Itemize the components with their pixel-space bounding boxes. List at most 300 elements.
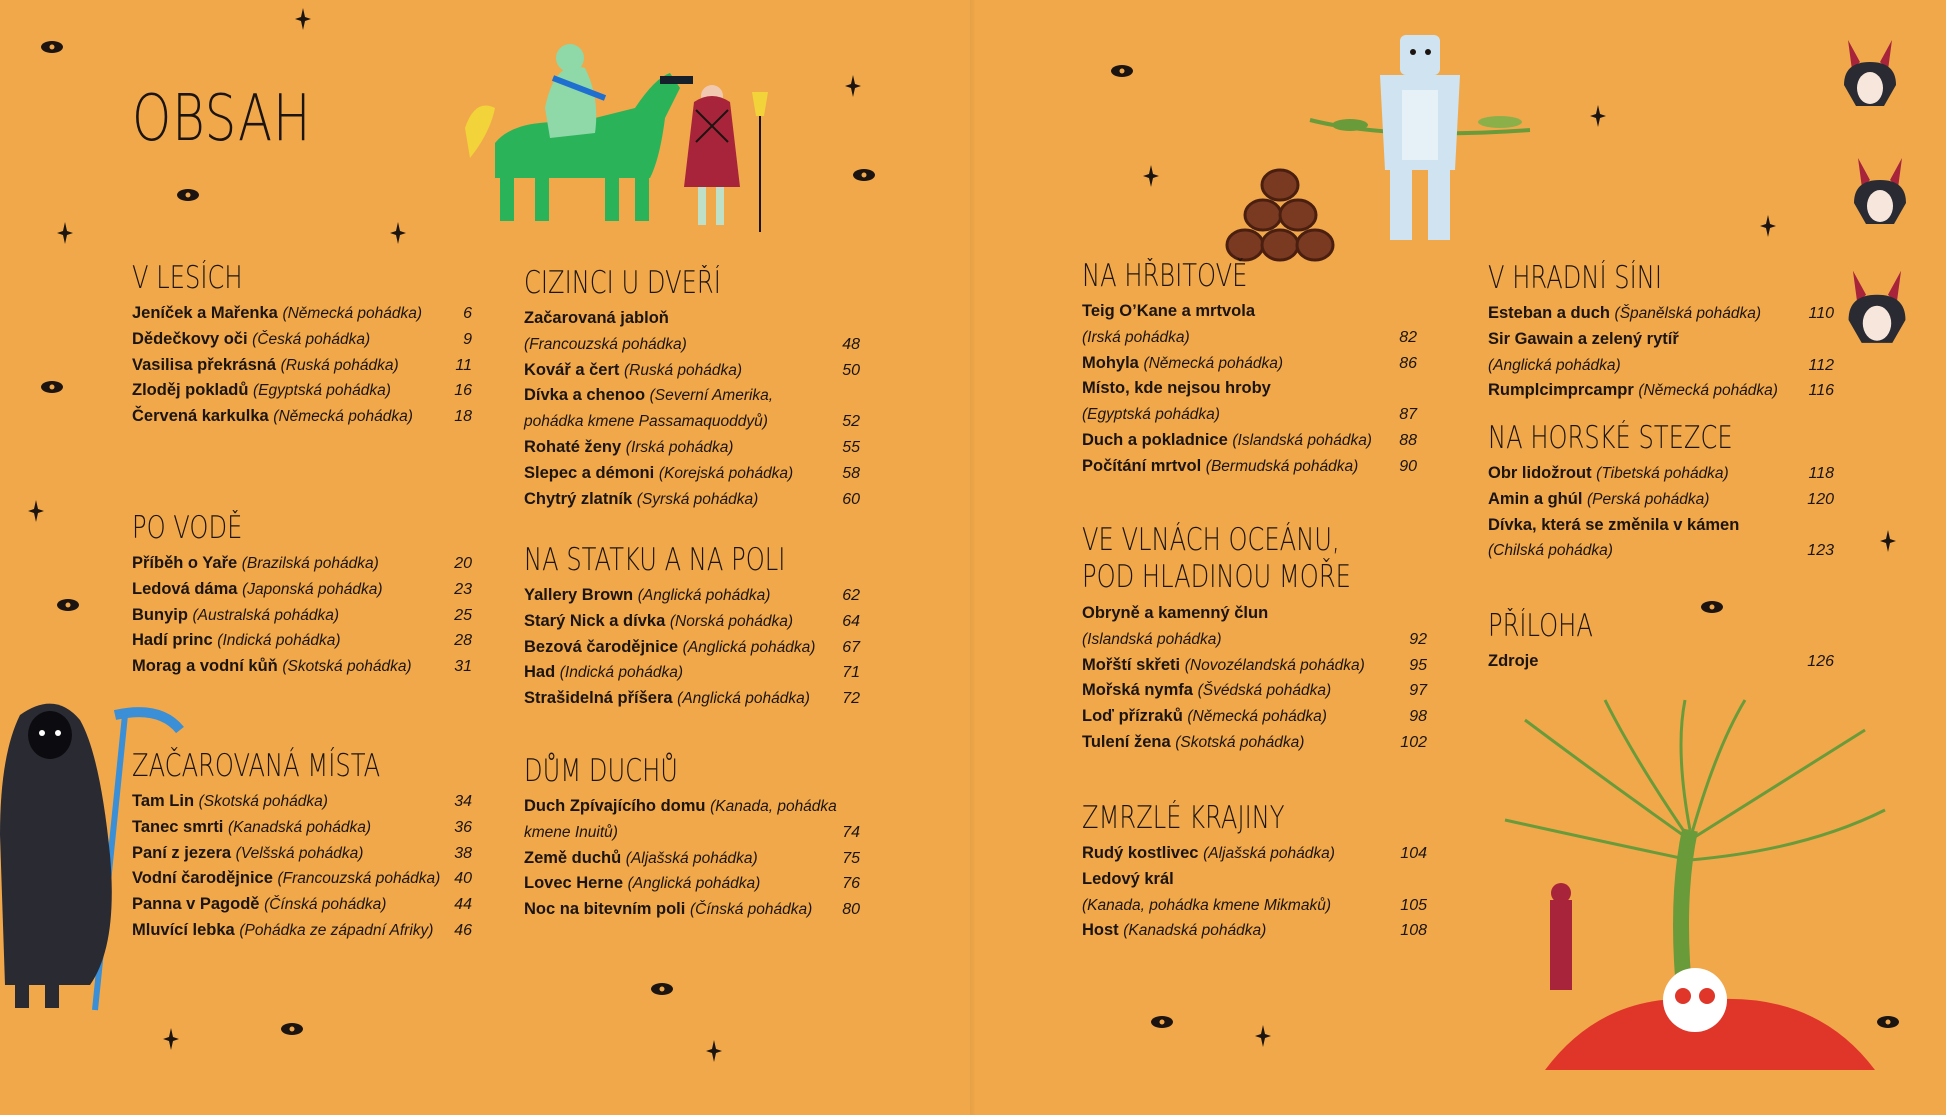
story-origin: (Islandská pohádka) bbox=[1232, 431, 1372, 449]
toc-entry bbox=[1082, 428, 1417, 454]
toc-entry bbox=[132, 353, 472, 379]
toc-entry-text bbox=[132, 918, 433, 944]
page-number: 58 bbox=[842, 464, 860, 482]
page-gutter bbox=[970, 0, 976, 1115]
toc-entry-text bbox=[1082, 601, 1387, 627]
toc-entry-text bbox=[132, 327, 432, 353]
toc-entry bbox=[132, 551, 472, 577]
story-title: Mořská nymfa bbox=[1082, 681, 1193, 700]
page-number: 52 bbox=[842, 413, 860, 431]
toc-entry bbox=[1488, 461, 1834, 487]
toc-entry-text bbox=[132, 789, 432, 815]
toc-entry-text bbox=[1082, 841, 1387, 867]
sparkle-star-icon bbox=[1143, 165, 1159, 187]
story-origin: (Francouzská pohádka) bbox=[277, 870, 441, 888]
story-title: Obr lidožrout bbox=[1488, 464, 1592, 482]
toc-entry bbox=[132, 815, 472, 841]
toc-entry-text bbox=[524, 871, 820, 897]
sparkle-star-icon bbox=[1590, 105, 1606, 127]
page-number: 105 bbox=[1400, 896, 1427, 914]
story-title: Amin a ghúl bbox=[1488, 489, 1583, 508]
page-number: 18 bbox=[454, 408, 472, 426]
page-number: 64 bbox=[842, 612, 860, 630]
story-origin: (Tibetská pohádka) bbox=[1596, 465, 1729, 482]
toc-entry bbox=[524, 686, 860, 712]
toc-entry-text bbox=[1082, 893, 1387, 919]
toc-entry-text bbox=[524, 635, 820, 661]
story-title: Zdroje bbox=[1488, 652, 1539, 670]
toc-entry bbox=[524, 409, 860, 435]
story-title: Duch a pokladnice bbox=[1082, 430, 1228, 449]
toc-entry-text bbox=[1082, 299, 1377, 325]
story-title: Rumplcimprcampr bbox=[1488, 381, 1634, 400]
story-title: Bunyip bbox=[132, 605, 188, 624]
story-origin: (Kanada, pohádka bbox=[710, 798, 837, 815]
page-number: 23 bbox=[454, 580, 472, 598]
toc-entry bbox=[524, 358, 860, 384]
page-number: 95 bbox=[1409, 656, 1427, 674]
eye-doodle-icon bbox=[852, 168, 876, 182]
story-origin: (Německá pohádka) bbox=[282, 305, 423, 322]
page-number: 97 bbox=[1409, 682, 1427, 700]
page-number: 80 bbox=[842, 901, 860, 919]
eye-doodle-icon bbox=[650, 982, 674, 996]
story-title: Chytrý zlatník bbox=[524, 489, 633, 508]
story-origin: (Norská pohádka) bbox=[669, 612, 794, 630]
page-number: 86 bbox=[1399, 354, 1417, 372]
page-number: 74 bbox=[842, 823, 860, 841]
story-title: Sir Gawain a zelený rytíř bbox=[1488, 329, 1679, 348]
story-title: Dědečkovy oči bbox=[132, 329, 248, 348]
toc-entry-text bbox=[132, 654, 432, 680]
toc-entry-text bbox=[524, 461, 820, 487]
toc-entry bbox=[132, 654, 472, 680]
section-zacarovana-mista bbox=[132, 748, 472, 944]
story-title: Kovář a čert bbox=[524, 360, 620, 379]
section-heading-line2: POD HLADINOU MOŘE bbox=[1082, 559, 1351, 595]
toc-entry bbox=[1082, 402, 1417, 428]
toc-entry bbox=[1488, 353, 1834, 379]
page-number: 44 bbox=[454, 896, 472, 914]
story-title: Tam Lin bbox=[132, 792, 195, 810]
story-origin: pohádka kmene Passamaquoddyů) bbox=[524, 413, 768, 431]
toc-entry bbox=[1082, 351, 1417, 377]
story-origin: (Irská pohádka) bbox=[625, 438, 734, 456]
page-number: 120 bbox=[1807, 490, 1834, 508]
story-origin: (Německá pohádka) bbox=[1143, 354, 1284, 372]
toc-entry-text bbox=[524, 660, 820, 686]
horse-rider-illustration bbox=[455, 38, 695, 238]
toc-entry-text bbox=[1488, 487, 1794, 513]
story-title: Slepec a démoni bbox=[524, 463, 655, 482]
section-heading: CIZINCI U DVEŘÍ bbox=[524, 265, 721, 301]
page-number: 28 bbox=[454, 632, 472, 650]
toc-entry-text bbox=[524, 794, 837, 820]
toc-entry bbox=[1082, 325, 1417, 351]
story-origin: (Indická pohádka) bbox=[559, 664, 683, 682]
section-heading: DŮM DUCHŮ bbox=[524, 753, 678, 789]
sparkle-star-icon bbox=[295, 8, 311, 30]
section-heading: PŘÍLOHA bbox=[1488, 608, 1593, 644]
toc-entry-text bbox=[524, 897, 820, 923]
toc-entry bbox=[524, 461, 860, 487]
toc-entry bbox=[524, 487, 860, 513]
story-origin: (Ruská pohádka) bbox=[280, 356, 399, 374]
story-title: Host bbox=[1082, 921, 1119, 940]
toc-entry bbox=[132, 577, 472, 603]
toc-entry-text bbox=[524, 358, 820, 384]
page-number: 72 bbox=[842, 690, 860, 708]
story-origin: (Anglická pohádka) bbox=[682, 638, 816, 656]
page-number: 31 bbox=[454, 658, 472, 676]
toc-entry-text bbox=[1488, 538, 1794, 564]
toc-entry bbox=[524, 635, 860, 661]
story-title: Paní z jezera bbox=[132, 843, 232, 862]
story-origin: (Anglická pohádka) bbox=[1488, 356, 1621, 374]
eye-doodle-icon bbox=[1150, 1015, 1174, 1029]
story-title: Země duchů bbox=[524, 848, 622, 867]
toc-entry-text bbox=[1488, 378, 1794, 404]
page-number: 48 bbox=[842, 335, 860, 353]
sparkle-star-icon bbox=[845, 75, 861, 97]
eye-doodle-icon bbox=[40, 40, 64, 54]
section-heading bbox=[1082, 522, 1351, 596]
section-ve-vlnach bbox=[1082, 522, 1427, 756]
toc-entry bbox=[1082, 704, 1427, 730]
section-heading: V HRADNÍ SÍNI bbox=[1488, 260, 1663, 296]
story-title: Obryně a kamenný člun bbox=[1082, 604, 1269, 622]
toc-entry-text bbox=[1082, 402, 1377, 428]
story-title: Starý Nick a dívka bbox=[524, 611, 666, 630]
toc-entry bbox=[524, 820, 860, 846]
toc-entry-text bbox=[524, 409, 820, 435]
story-title: Začarovaná jabloň bbox=[524, 309, 669, 327]
toc-entry bbox=[524, 435, 860, 461]
story-origin: (Anglická pohádka) bbox=[637, 587, 771, 604]
story-origin: (Egyptská pohádka) bbox=[253, 382, 391, 400]
page-number: 55 bbox=[842, 438, 860, 456]
story-title: Esteban a duch bbox=[1488, 304, 1610, 322]
page-number: 60 bbox=[842, 490, 860, 508]
toc-entry-text bbox=[132, 551, 432, 577]
toc-entry-text bbox=[1488, 327, 1794, 353]
story-title: Jeníček a Mařenka bbox=[132, 304, 278, 322]
story-title: Teig O’Kane a mrtvola bbox=[1082, 302, 1255, 320]
toc-entry-text bbox=[524, 846, 820, 872]
toc-entry bbox=[524, 306, 860, 332]
story-title: Rudý kostlivec bbox=[1082, 844, 1199, 862]
story-title: Strašidelná příšera bbox=[524, 689, 673, 708]
section-zmrzle-krajiny bbox=[1082, 800, 1427, 944]
toc-entry-text bbox=[132, 404, 432, 430]
toc-entry-text bbox=[132, 892, 432, 918]
story-origin: (Španělská pohádka) bbox=[1614, 305, 1762, 322]
story-origin: (Německá pohádka) bbox=[273, 408, 413, 426]
story-title: Tanec smrti bbox=[132, 817, 224, 836]
sparkle-star-icon bbox=[163, 1028, 179, 1050]
story-origin: (Pohádka ze západní Afriky) bbox=[239, 921, 434, 939]
toc-entry bbox=[524, 332, 860, 358]
story-origin: (Německá pohádka) bbox=[1187, 708, 1327, 726]
toc-entry-text bbox=[1082, 627, 1387, 653]
story-title: Dívka, která se změnila v kámen bbox=[1488, 515, 1740, 534]
story-origin: (Australská pohádka) bbox=[192, 606, 339, 624]
page-number: 34 bbox=[454, 793, 472, 810]
toc-entry-text bbox=[1488, 353, 1794, 379]
toc-entry-text bbox=[524, 332, 820, 358]
page-number: 123 bbox=[1807, 542, 1834, 560]
section-na-hrbitove bbox=[1082, 258, 1417, 480]
toc-entry bbox=[1082, 601, 1427, 627]
story-origin: (Brazilská pohádka) bbox=[241, 555, 379, 572]
toc-entry-text bbox=[1082, 351, 1377, 377]
toc-entry bbox=[132, 603, 472, 629]
section-na-statku bbox=[524, 542, 860, 712]
toc-entry-text bbox=[1488, 513, 1794, 539]
story-title: Mohyla bbox=[1082, 353, 1139, 372]
story-origin: (Indická pohádka) bbox=[217, 632, 341, 650]
story-origin: (Skotská pohádka) bbox=[1175, 733, 1305, 751]
toc-entry-text bbox=[1082, 325, 1377, 351]
story-title: Rohaté ženy bbox=[524, 437, 622, 456]
sparkle-star-icon bbox=[706, 1040, 722, 1062]
story-title: Mluvící lebka bbox=[132, 920, 235, 939]
toc-entry bbox=[132, 327, 472, 353]
toc-entry bbox=[132, 301, 472, 327]
toc-entry bbox=[524, 583, 860, 609]
toc-entry-text bbox=[524, 686, 820, 712]
toc-entry bbox=[132, 628, 472, 654]
page-number: 50 bbox=[842, 361, 860, 379]
toc-entry bbox=[1488, 327, 1834, 353]
page-number: 82 bbox=[1399, 328, 1417, 346]
toc-entry bbox=[132, 378, 472, 404]
page-number: 90 bbox=[1399, 457, 1417, 475]
toc-entry-text bbox=[132, 378, 432, 404]
toc-entry-text bbox=[1082, 376, 1377, 402]
toc-entry-text bbox=[524, 435, 820, 461]
story-title: Ledový král bbox=[1082, 869, 1174, 888]
story-title: Morag a vodní kůň bbox=[132, 657, 278, 676]
ice-giant-illustration bbox=[1310, 30, 1540, 270]
story-title: Noc na bitevním poli bbox=[524, 900, 686, 919]
page-number: 126 bbox=[1807, 653, 1834, 670]
page-number: 98 bbox=[1409, 708, 1427, 726]
toc-entry bbox=[524, 846, 860, 872]
section-heading-line1: VE VLNÁCH OCEÁNU, bbox=[1082, 522, 1340, 558]
toc-entry-text bbox=[1488, 649, 1794, 675]
section-heading: NA STATKU A NA POLI bbox=[524, 542, 786, 578]
page-number: 46 bbox=[454, 921, 472, 939]
story-origin: (Severní Amerika, bbox=[649, 387, 774, 405]
story-title: Příběh o Yaře bbox=[132, 554, 238, 572]
page-number: 11 bbox=[455, 356, 472, 374]
section-priloha bbox=[1488, 608, 1834, 675]
story-origin: (Aljašská pohádka) bbox=[1203, 845, 1335, 862]
page-number: 118 bbox=[1808, 465, 1834, 482]
story-title: Lovec Herne bbox=[524, 874, 624, 893]
story-origin: (Skotská pohádka) bbox=[198, 793, 328, 810]
section-heading: V LESÍCH bbox=[132, 260, 243, 296]
story-origin: (Islandská pohádka) bbox=[1082, 630, 1222, 648]
toc-entry-text bbox=[524, 306, 820, 332]
story-origin: kmene Inuitů) bbox=[524, 823, 618, 841]
story-origin: (Anglická pohádka) bbox=[677, 690, 810, 708]
toc-entry bbox=[524, 609, 860, 635]
section-v-lesich bbox=[132, 260, 472, 430]
toc-entry-text bbox=[1082, 704, 1387, 730]
section-heading: ZMRZLÉ KRAJINY bbox=[1082, 800, 1285, 836]
toc-entry bbox=[1082, 893, 1427, 919]
story-title: Tulení žena bbox=[1082, 732, 1171, 751]
page-number: 102 bbox=[1400, 733, 1427, 751]
toc-entry-text bbox=[1082, 678, 1387, 704]
eye-doodle-icon bbox=[56, 598, 80, 612]
toc-entry-text bbox=[132, 841, 432, 867]
page-number: 108 bbox=[1400, 922, 1427, 940]
story-origin: (Aljašská pohádka) bbox=[625, 849, 758, 867]
story-origin: (Německá pohádka) bbox=[1638, 382, 1778, 400]
toc-entry bbox=[1488, 487, 1834, 513]
toc-entry bbox=[524, 897, 860, 923]
page-number: 110 bbox=[1808, 305, 1834, 322]
horned-mask-icon bbox=[1842, 268, 1912, 350]
toc-entry-text bbox=[1082, 867, 1387, 893]
toc-entry-text bbox=[132, 603, 432, 629]
toc-entry bbox=[1488, 378, 1834, 404]
story-title: Hadí princ bbox=[132, 631, 213, 650]
page-number: 75 bbox=[842, 849, 860, 867]
section-cizinci-u-dveri bbox=[524, 265, 860, 512]
story-origin: (Velšská pohádka) bbox=[235, 844, 364, 862]
story-title: Místo, kde nejsou hroby bbox=[1082, 379, 1271, 398]
page-number: 62 bbox=[842, 587, 860, 604]
story-origin: (Švédská pohádka) bbox=[1197, 682, 1332, 700]
eye-doodle-icon bbox=[1876, 1015, 1900, 1029]
toc-entry bbox=[524, 383, 860, 409]
toc-entry-text bbox=[524, 820, 820, 846]
story-origin: (Irská pohádka) bbox=[1082, 328, 1190, 346]
eye-doodle-icon bbox=[280, 1022, 304, 1036]
story-title: Yallery Brown bbox=[524, 586, 634, 604]
story-origin: (Ruská pohádka) bbox=[623, 361, 743, 379]
toc-entry-text bbox=[132, 353, 432, 379]
toc-entry-text bbox=[132, 301, 432, 327]
story-origin: (Novozélandská pohádka) bbox=[1184, 656, 1365, 674]
toc-entry-text bbox=[132, 866, 440, 892]
page-number: 104 bbox=[1400, 845, 1427, 862]
toc-entry-text bbox=[132, 577, 432, 603]
toc-entry bbox=[524, 871, 860, 897]
toc-entry bbox=[1082, 299, 1417, 325]
story-origin: (Kanadská pohádka) bbox=[228, 818, 372, 836]
toc-entry bbox=[132, 404, 472, 430]
toc-entry bbox=[1488, 538, 1834, 564]
story-title: Bezová čarodějnice bbox=[524, 637, 679, 656]
page-number: 88 bbox=[1399, 431, 1417, 449]
story-origin: (Skotská pohádka) bbox=[282, 658, 412, 676]
page-number: 20 bbox=[454, 555, 472, 572]
eye-doodle-icon bbox=[1110, 64, 1134, 78]
toc-entry-text bbox=[524, 383, 820, 409]
section-heading: NA HORSKÉ STEZCE bbox=[1488, 420, 1733, 456]
story-title: Zloděj pokladů bbox=[132, 381, 249, 400]
page-number: 9 bbox=[463, 330, 472, 348]
toc-entry bbox=[1082, 376, 1417, 402]
page-number: 40 bbox=[454, 870, 472, 888]
story-title: Loď přízraků bbox=[1082, 707, 1183, 726]
page-number: 6 bbox=[463, 305, 472, 322]
story-title: Panna v Pagodě bbox=[132, 895, 260, 914]
section-heading: NA HŘBITOVĚ bbox=[1082, 258, 1248, 294]
page-title: OBSAH bbox=[132, 82, 312, 156]
toc-entry bbox=[1082, 918, 1427, 944]
page-number: 36 bbox=[454, 818, 472, 836]
toc-entry-text bbox=[1082, 653, 1387, 679]
toc-entry-text bbox=[132, 815, 432, 841]
toc-entry bbox=[132, 841, 472, 867]
sparkle-star-icon bbox=[57, 222, 73, 244]
story-origin: (Perská pohádka) bbox=[1587, 490, 1710, 508]
sparkle-star-icon bbox=[1255, 1025, 1271, 1047]
story-origin: (Anglická pohádka) bbox=[627, 875, 761, 893]
page-number: 112 bbox=[1808, 356, 1834, 374]
tree-with-skull-illustration bbox=[1485, 700, 1905, 1070]
section-v-hradni-sini bbox=[1488, 260, 1834, 404]
sparkle-star-icon bbox=[1880, 530, 1896, 552]
horned-mask-icon bbox=[1848, 158, 1912, 228]
page-number: 16 bbox=[454, 382, 472, 400]
toc-entry bbox=[524, 794, 860, 820]
story-origin: (Egyptská pohádka) bbox=[1082, 406, 1220, 424]
toc-entry-text bbox=[524, 487, 820, 513]
section-heading: ZAČAROVANÁ MÍSTA bbox=[132, 748, 381, 784]
story-title: Vodní čarodějnice bbox=[132, 869, 273, 888]
toc-entry bbox=[132, 789, 472, 815]
sparkle-star-icon bbox=[390, 222, 406, 244]
eye-doodle-icon bbox=[176, 188, 200, 202]
story-title: Duch Zpívajícího domu bbox=[524, 797, 706, 815]
toc-entry-text bbox=[1082, 428, 1377, 454]
toc-entry bbox=[1082, 730, 1427, 756]
story-origin: (Japonská pohádka) bbox=[242, 580, 383, 598]
section-heading: PO VODĚ bbox=[132, 510, 243, 546]
story-title: Ledová dáma bbox=[132, 579, 238, 598]
toc-entry bbox=[132, 892, 472, 918]
page-number: 76 bbox=[842, 875, 860, 893]
eye-doodle-icon bbox=[40, 380, 64, 394]
sparkle-star-icon bbox=[28, 500, 44, 522]
page-number: 25 bbox=[454, 606, 472, 624]
story-origin: (Chilská pohádka) bbox=[1488, 542, 1613, 560]
toc-entry-text bbox=[1082, 454, 1377, 480]
toc-entry-text bbox=[1488, 461, 1794, 487]
toc-entry-text bbox=[1488, 301, 1794, 327]
page-number: 71 bbox=[842, 664, 860, 682]
horned-mask-icon bbox=[1838, 40, 1902, 110]
page-number: 87 bbox=[1399, 406, 1417, 424]
story-title: Dívka a chenoo bbox=[524, 386, 646, 405]
toc-entry-text bbox=[1082, 730, 1387, 756]
story-origin: (Čínská pohádka) bbox=[264, 896, 387, 914]
story-origin: (Francouzská pohádka) bbox=[524, 335, 687, 353]
toc-entry bbox=[1082, 841, 1427, 867]
toc-entry-text bbox=[1082, 918, 1387, 944]
toc-entry-text bbox=[132, 628, 432, 654]
toc-entry-text bbox=[524, 609, 820, 635]
toc-entry bbox=[1082, 454, 1417, 480]
story-title: Červená karkulka bbox=[132, 407, 269, 426]
